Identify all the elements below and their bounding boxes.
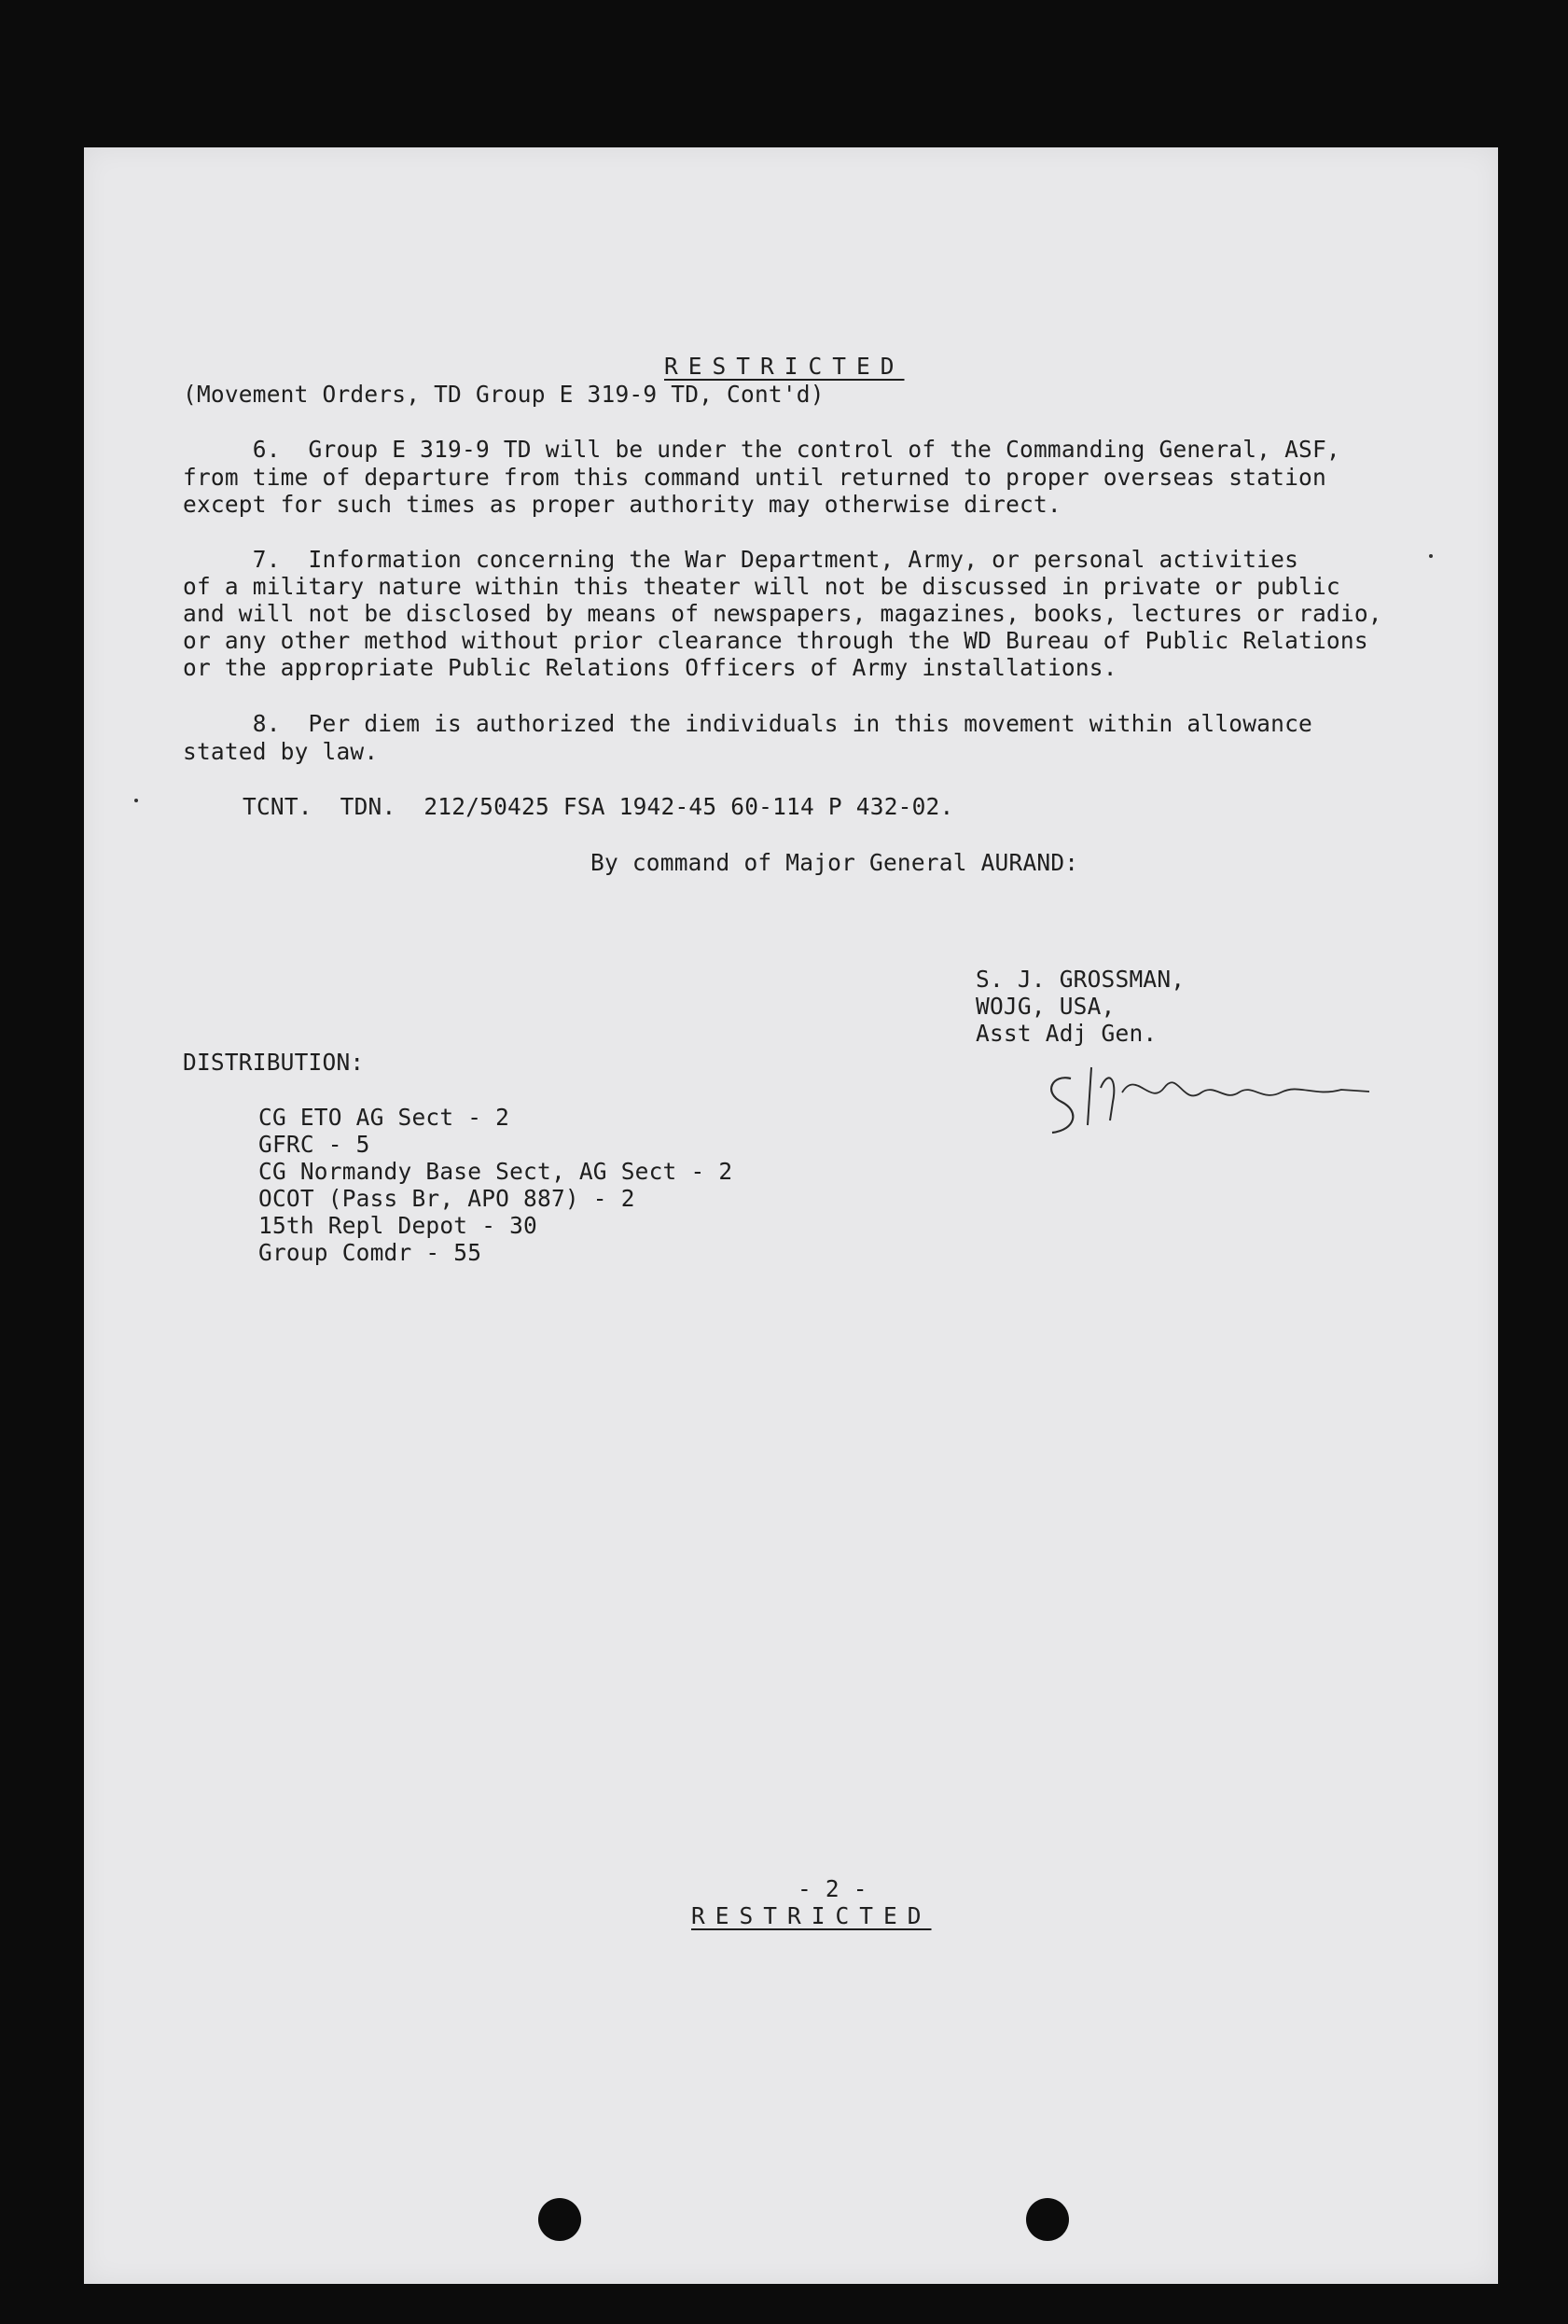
- handwritten-signature: [1034, 1051, 1397, 1153]
- distribution-item: CG Normandy Base Sect, AG Sect - 2: [258, 1158, 733, 1185]
- paragraph-7-line: of a military nature within this theater will not be discussed in private or public: [183, 573, 1340, 600]
- scan-speck: [134, 799, 138, 802]
- paragraph-6-line: from time of departure from this command until returned to proper overseas station: [183, 464, 1326, 491]
- distribution-item: Group Comdr - 55: [258, 1239, 482, 1266]
- distribution-item: OCOT (Pass Br, APO 887) - 2: [258, 1185, 635, 1212]
- paragraph-8-line: stated by law.: [183, 738, 379, 765]
- signer-title: Asst Adj Gen.: [976, 1020, 1158, 1047]
- paragraph-7-line: or the appropriate Public Relations Officers of Army installations.: [183, 654, 1117, 681]
- paragraph-6-line: 6. Group E 319-9 TD will be under the control of the Commanding General, ASF,: [183, 436, 1340, 463]
- distribution-item: CG ETO AG Sect - 2: [258, 1104, 510, 1131]
- classification-footer: RESTRICTED: [691, 1902, 932, 1929]
- classification-header: RESTRICTED: [664, 353, 905, 380]
- punch-hole: [538, 2198, 581, 2241]
- continuation-line: (Movement Orders, TD Group E 319-9 TD, Cont'd): [183, 381, 825, 408]
- punch-hole: [1026, 2198, 1069, 2241]
- signer-rank: WOJG, USA,: [976, 993, 1116, 1020]
- distribution-item: 15th Repl Depot - 30: [258, 1212, 538, 1239]
- page-number: - 2 -: [798, 1875, 867, 1902]
- paragraph-7-line: 7. Information concerning the War Department, Army, or personal activities: [183, 546, 1299, 573]
- distribution-item: GFRC - 5: [258, 1131, 370, 1158]
- scan-speck: [1429, 554, 1433, 558]
- paragraph-6-line: except for such times as proper authority may otherwise direct.: [183, 491, 1062, 518]
- paragraph-7-line: and will not be disclosed by means of newspapers, magazines, books, lectures or radio,: [183, 600, 1382, 627]
- fund-citation: TCNT. TDN. 212/50425 FSA 1942-45 60-114 P 432-02.: [243, 793, 954, 820]
- distribution-heading: DISTRIBUTION:: [183, 1049, 365, 1076]
- paragraph-7-line: or any other method without prior clearance through the WD Bureau of Public Relations: [183, 627, 1368, 654]
- paragraph-8-line: 8. Per diem is authorized the individuals in this movement within allowance: [183, 710, 1312, 737]
- document-page: [84, 147, 1498, 2284]
- command-line: By command of Major General AURAND:: [590, 849, 1079, 876]
- signer-name: S. J. GROSSMAN,: [976, 966, 1186, 993]
